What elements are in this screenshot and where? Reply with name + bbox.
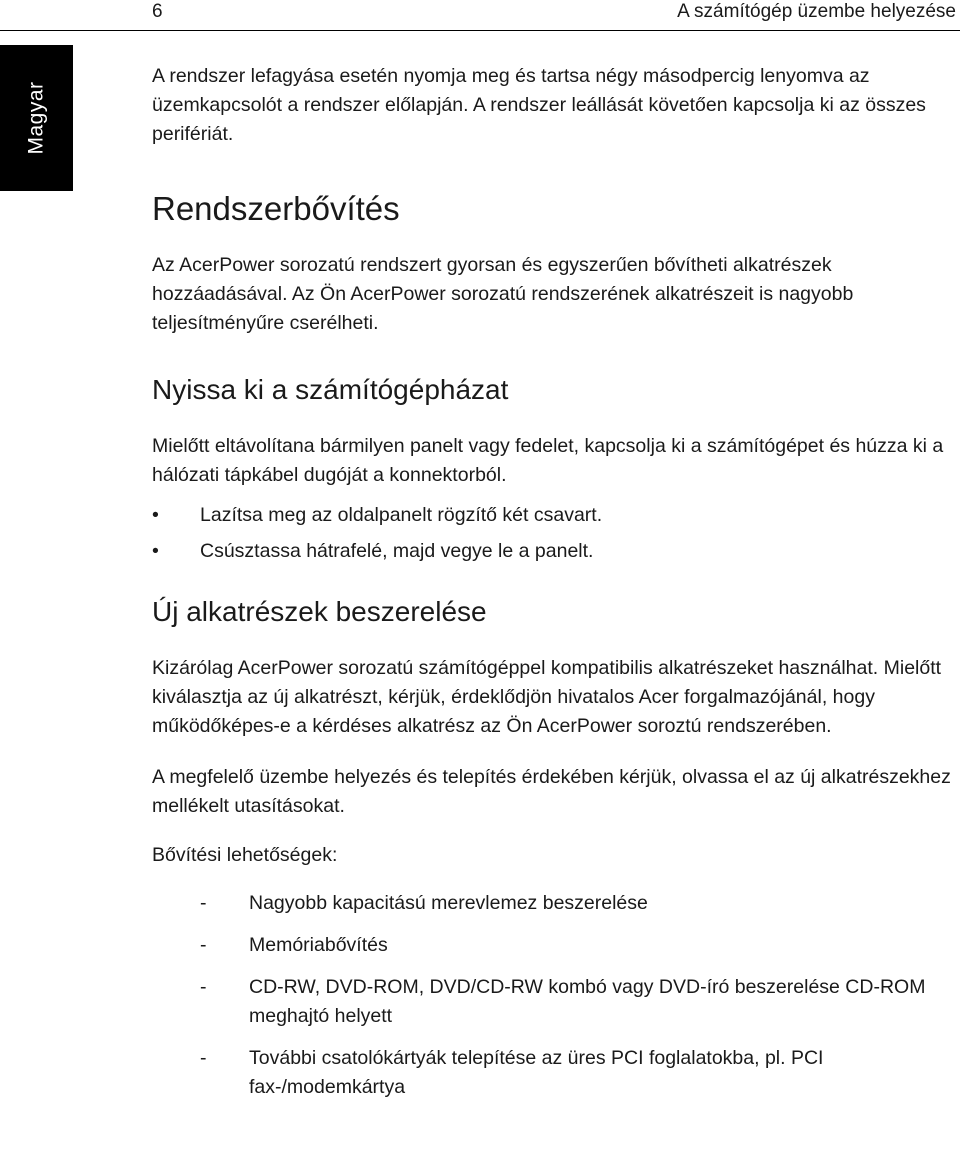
expansion-options-list: [152, 889, 952, 1102]
list-item-text: CD-RW, DVD-ROM, DVD/CD-RW kombó vagy DVD-író beszerelése CD-ROM meghajtó helyett: [249, 976, 926, 1027]
open-case-paragraph: Mielőtt eltávolítana bármilyen panelt vagy fedelet, kapcsolja ki a számítógépet és húzza ki a hálózati tápkábel dugóját a konnektorból.: [152, 435, 944, 486]
bullet-icon: •: [152, 540, 159, 562]
section-heading-expansion: Rendszerbővítés: [152, 190, 400, 227]
dash-icon: -: [200, 1047, 207, 1069]
list-item: [152, 1044, 952, 1102]
language-side-tab-label: Magyar: [24, 81, 48, 155]
expansion-paragraph: Az AcerPower sorozatú rendszert gyorsan és egyszerűen bővítheti alkatrészek hozzáadásával. Az Ön AcerPower sorozatú rendszerének alkatrészeit is nagyobb teljesítményűre cserélheti.: [152, 254, 854, 334]
header-divider: [0, 30, 960, 31]
dash-icon: -: [200, 892, 207, 914]
intro-paragraph: A rendszer lefagyása esetén nyomja meg és tartsa négy másodpercig lenyomva az üzemkapcsolót a rendszer előlapján. A rendszer leállását követően kapcsolja ki az összes perifériát.: [152, 65, 926, 145]
page-number: 6: [152, 1, 163, 22]
list-item-text: Csúsztassa hátrafelé, majd vegye le a panelt.: [200, 540, 594, 562]
dash-icon: -: [200, 934, 207, 956]
language-side-tab: [0, 45, 73, 191]
list-item: [152, 973, 952, 1031]
list-item: [152, 501, 952, 530]
list-item: [152, 931, 952, 960]
running-title: A számítógép üzembe helyezése: [677, 1, 956, 22]
dash-icon: -: [200, 976, 207, 998]
bullet-icon: •: [152, 504, 159, 526]
list-item-text: Nagyobb kapacitású merevlemez beszerelése: [249, 892, 648, 914]
section-heading-open-case: Nyissa ki a számítógépházat: [152, 374, 509, 405]
expansion-options-label: Bővítési lehetőségek:: [152, 844, 338, 866]
list-item-text: További csatolókártyák telepítése az üres PCI foglalatokba, pl. PCI fax-/modemkártya: [249, 1047, 824, 1098]
new-components-paragraph-compatibility: Kizárólag AcerPower sorozatú számítógéppel kompatibilis alkatrészeket használhat. Mielőtt kiválasztja az új alkatrészt, kérjük, érdeklődjön hivatalos Acer forgalmazójánál, hogy működőképes-e a kérdéses alkatrész az Ön AcerPower soroztú rendszerében.: [152, 657, 942, 737]
section-heading-new-components: Új alkatrészek beszerelése: [152, 596, 487, 627]
list-item-text: Memóriabővítés: [249, 934, 388, 956]
page-header: [0, 0, 960, 34]
new-components-paragraph-instructions: A megfelelő üzembe helyezés és telepítés érdekében kérjük, olvassa el az új alkatrészekhez mellékelt utasításokat.: [152, 766, 951, 817]
main-content: [152, 62, 952, 1115]
list-item: [152, 537, 952, 566]
open-case-steps-list: [152, 501, 952, 566]
list-item: [152, 889, 952, 918]
list-item-text: Lazítsa meg az oldalpanelt rögzítő két csavart.: [200, 504, 603, 526]
